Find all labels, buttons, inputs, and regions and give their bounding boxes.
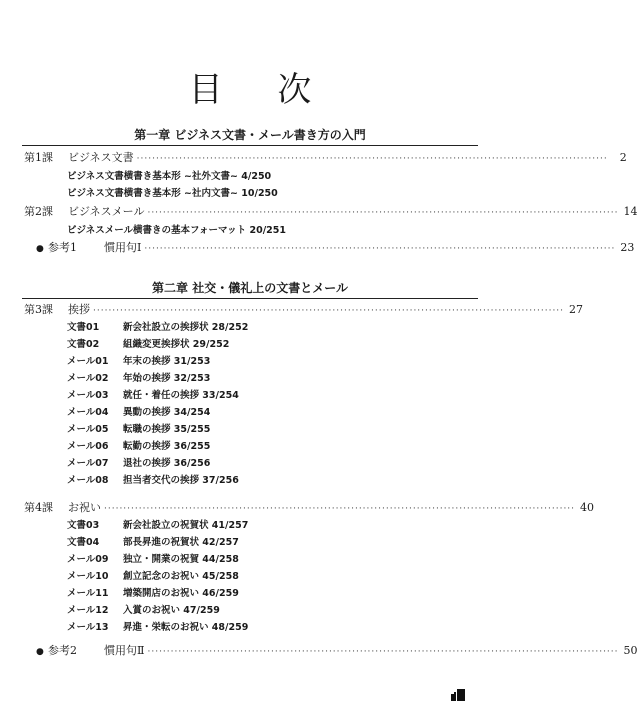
item-code: 文書04 [67, 537, 100, 548]
toc-lesson[interactable] [24, 500, 595, 516]
page-number: 40 [580, 501, 595, 514]
item-text: ビジネスメール横書きの基本フォーマット 20/251 [67, 225, 286, 236]
item-code: メール11 [67, 588, 109, 599]
toc-lesson[interactable] [24, 204, 638, 220]
page-number: 14 [623, 205, 638, 218]
item-code: メール04 [67, 407, 109, 418]
toc-reference[interactable] [36, 240, 635, 256]
toc-item[interactable] [67, 422, 210, 437]
reference-number: 参考2 [48, 644, 77, 657]
item-text: 転勤の挨拶 36/255 [123, 441, 211, 452]
item-text: 組織変更挨拶状 29/252 [123, 339, 230, 350]
lesson-title: 挨拶 [68, 303, 90, 316]
toc-item[interactable] [67, 337, 229, 352]
lesson-number: 第2課 [24, 205, 53, 218]
item-code: メール06 [67, 441, 109, 452]
item-code: 文書03 [67, 520, 100, 531]
lesson-number: 第1課 [24, 151, 53, 164]
toc-item[interactable] [67, 223, 286, 238]
item-code: メール10 [67, 571, 109, 582]
item-text: 年末の挨拶 31/253 [123, 356, 211, 367]
leader-dots: ·························································································································· [144, 244, 616, 254]
toc-item[interactable] [67, 586, 239, 601]
toc-item[interactable] [67, 620, 248, 635]
item-code: メール07 [67, 458, 109, 469]
lesson-title: ビジネスメール [68, 205, 145, 218]
item-text: 担当者交代の挨拶 37/256 [123, 475, 239, 486]
toc-item[interactable] [67, 388, 239, 403]
item-text: 退社の挨拶 36/256 [123, 458, 211, 469]
leader-dots: ·························································································································· [147, 208, 619, 218]
item-code: メール12 [67, 605, 109, 616]
item-code: 文書01 [67, 322, 100, 333]
reference-title: 慣用句Ⅰ [104, 241, 142, 254]
item-text: 独立・開業の祝賀 44/258 [123, 554, 239, 565]
chapter-heading: 第一章 ビジネス文書・メール書き方の入門 [134, 128, 366, 142]
leader-dots: ·························································································································· [147, 647, 619, 657]
corner-mark-icon [451, 689, 465, 701]
item-code: メール13 [67, 622, 109, 633]
leader-dots: ·························································································································· [104, 504, 576, 514]
item-code: メール08 [67, 475, 109, 486]
toc-item[interactable] [67, 552, 239, 567]
lesson-number: 第4課 [24, 501, 53, 514]
item-text: 年始の挨拶 32/253 [123, 373, 211, 384]
item-code: メール05 [67, 424, 109, 435]
item-text: 転職の挨拶 35/255 [123, 424, 211, 435]
item-code: メール01 [67, 356, 109, 367]
item-text: 新会社設立の挨拶状 28/252 [123, 322, 249, 333]
toc-lesson[interactable] [24, 150, 627, 166]
chapter-divider [22, 145, 478, 146]
item-text: 増築開店のお祝い 46/259 [123, 588, 239, 599]
toc-item[interactable] [67, 535, 239, 550]
item-text: ビジネス文書横書き基本形 ~社内文書~ 10/250 [67, 188, 278, 199]
leader-dots: ·························································································································· [93, 306, 565, 316]
toc-item[interactable] [67, 169, 271, 184]
item-text: ビジネス文書横書き基本形 ~社外文書~ 4/250 [67, 171, 272, 182]
chapter-heading: 第二章 社交・儀礼上の文書とメール [152, 281, 348, 295]
toc-item[interactable] [67, 354, 210, 369]
page-number: 23 [620, 241, 635, 254]
reference-number: 参考1 [48, 241, 77, 254]
lesson-title: ビジネス文書 [68, 151, 134, 164]
item-code: メール03 [67, 390, 109, 401]
bullet-icon: ● [36, 244, 44, 254]
toc-item[interactable] [67, 371, 210, 386]
page-number: 2 [619, 151, 627, 164]
item-text: 異動の挨拶 34/254 [123, 407, 211, 418]
leader-dots: ·························································································································· [136, 154, 608, 164]
item-text: 就任・着任の挨拶 33/254 [123, 390, 239, 401]
toc-item[interactable] [67, 439, 210, 454]
lesson-title: お祝い [68, 501, 101, 514]
toc-item[interactable] [67, 518, 248, 533]
toc-item[interactable] [67, 569, 239, 584]
item-text: 入賞のお祝い 47/259 [123, 605, 220, 616]
chapter-divider [22, 298, 478, 299]
toc-item[interactable] [67, 456, 210, 471]
reference-title: 慣用句Ⅱ [104, 644, 145, 657]
bullet-icon: ● [36, 647, 44, 657]
toc-reference[interactable] [36, 643, 638, 659]
item-code: メール09 [67, 554, 109, 565]
item-text: 昇進・栄転のお祝い 48/259 [123, 622, 249, 633]
item-code: 文書02 [67, 339, 100, 350]
lesson-number: 第3課 [24, 303, 53, 316]
toc-item[interactable] [67, 405, 210, 420]
item-text: 新会社設立の祝賀状 41/257 [123, 520, 249, 531]
toc-item[interactable] [67, 473, 239, 488]
page-number: 27 [569, 303, 584, 316]
item-text: 創立記念のお祝い 45/258 [123, 571, 239, 582]
toc-item[interactable] [67, 186, 278, 201]
page-title: 目 次 [188, 70, 334, 110]
toc-item[interactable] [67, 320, 248, 335]
toc-lesson[interactable] [24, 302, 584, 318]
item-code: メール02 [67, 373, 109, 384]
item-text: 部長昇進の祝賀状 42/257 [123, 537, 239, 548]
toc-item[interactable] [67, 603, 220, 618]
page-number: 50 [623, 644, 638, 657]
